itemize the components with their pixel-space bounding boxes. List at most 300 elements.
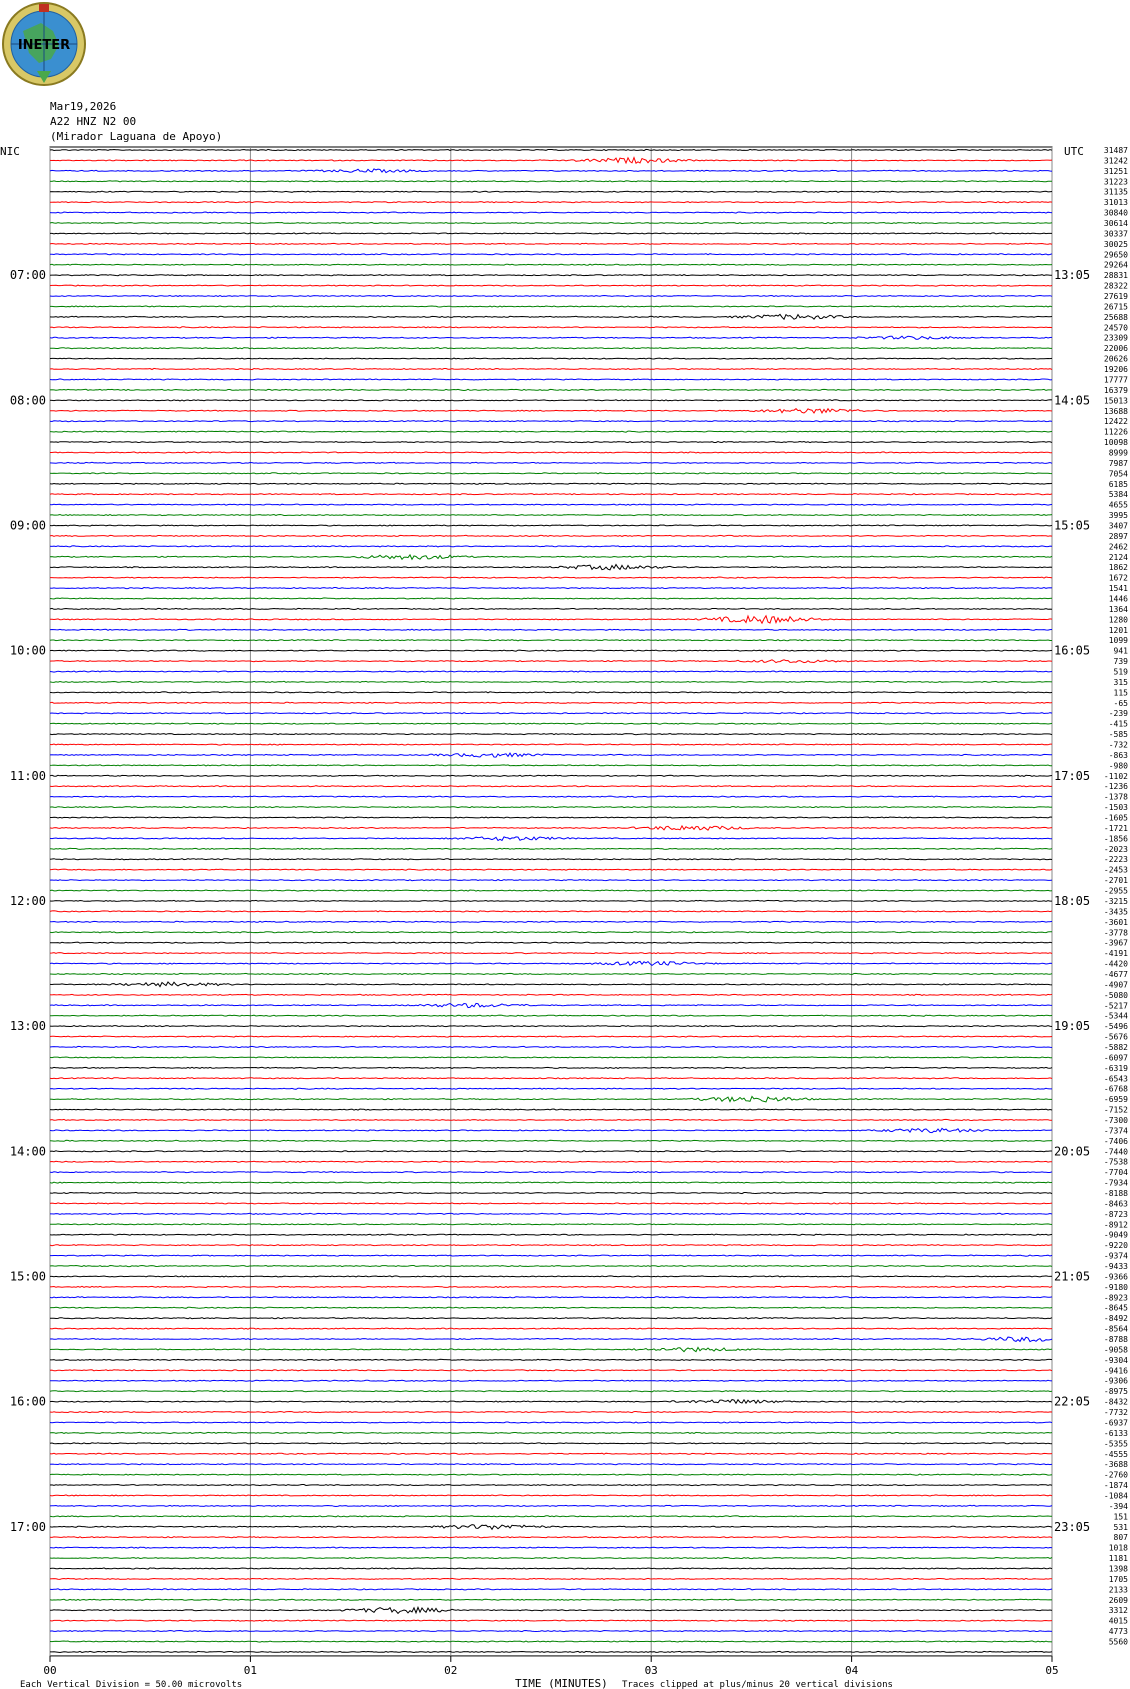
seismic-trace [50,1078,1052,1079]
seismic-trace [50,1046,1052,1047]
trace-offset-label: -5344 [1103,1011,1128,1021]
trace-offset-label: 941 [1113,646,1128,656]
seismic-trace [50,212,1052,213]
trace-offset-label: 739 [1113,657,1128,667]
seismic-trace [50,1318,1052,1319]
seismic-trace [50,1464,1052,1465]
seismic-trace [50,932,1052,933]
trace-offset-label: 19206 [1103,365,1128,375]
trace-offset-label: -9058 [1103,1345,1128,1355]
seismic-trace [50,880,1052,881]
trace-offset-label: -1856 [1103,834,1128,844]
seismic-trace [50,1422,1052,1423]
x-tick-label: 03 [644,1663,658,1677]
trace-offset-label: -9049 [1103,1230,1128,1240]
trace-offset-label: -9374 [1103,1251,1128,1261]
trace-offset-label: -1084 [1103,1491,1128,1501]
trace-offset-label: -8975 [1103,1387,1128,1397]
trace-offset-label: -3601 [1103,917,1128,927]
seismic-trace [50,243,1052,244]
seismic-trace [50,1234,1052,1235]
trace-offset-label: 31223 [1103,177,1128,187]
seismic-trace [50,1128,1052,1132]
trace-offset-label: -8788 [1103,1335,1128,1345]
seismic-trace [50,254,1052,255]
left-time-label: 12:00 [9,893,46,908]
trace-offset-label: -1236 [1103,782,1128,792]
seismic-trace [50,1641,1052,1642]
right-time-label: 16:05 [1054,643,1091,658]
trace-offset-label: -1721 [1103,823,1128,833]
trace-offset-label: 2124 [1108,552,1128,562]
right-time-label: 14:05 [1054,393,1091,408]
left-time-label: 13:00 [9,1019,46,1034]
trace-offset-label: -9220 [1103,1241,1128,1251]
seismic-trace [50,650,1052,651]
trace-offset-label: -5217 [1103,1001,1128,1011]
seismic-trace [50,890,1052,891]
trace-offset-label: 1364 [1108,604,1128,614]
trace-offset-label: 1181 [1108,1554,1128,1564]
label-group [0,145,1128,1689]
trace-offset-label: -415 [1108,719,1128,729]
seismic-trace [50,817,1052,818]
trace-offset-label: -6768 [1103,1084,1128,1094]
seismic-trace [50,616,1052,623]
seismic-trace [50,1119,1052,1120]
seismic-trace [50,379,1052,380]
seismic-trace [50,1558,1052,1559]
trace-offset-label: 1672 [1108,573,1128,583]
seismic-trace [50,1578,1052,1579]
right-time-label: 17:05 [1054,768,1091,783]
trace-offset-label: -8188 [1103,1189,1128,1198]
seismic-trace [50,588,1052,589]
trace-offset-label: 3312 [1108,1606,1128,1616]
trace-offset-label: 2609 [1108,1595,1128,1605]
seismic-trace [50,1307,1052,1308]
footer-scale-note: Each Vertical Division = 50.00 microvolts [20,1679,243,1689]
seismic-trace [50,1547,1052,1548]
seismic-trace [50,911,1052,912]
trace-offset-label: 10098 [1103,438,1128,448]
seismic-trace [50,826,1052,830]
seismic-trace [50,389,1052,390]
trace-offset-label: -9416 [1103,1366,1128,1376]
seismic-trace [50,1453,1052,1454]
seismic-trace [50,565,1052,570]
left-time-label: 09:00 [9,518,46,533]
trace-offset-label: -7406 [1103,1136,1128,1146]
seismic-trace [50,775,1052,776]
trace-offset-label: -6319 [1103,1063,1128,1073]
trace-offset-label: 28831 [1103,271,1128,281]
station-code: A22 HNZ N2 00 [50,115,137,128]
trace-offset-label: -9180 [1103,1282,1128,1292]
right-time-label: 19:05 [1054,1019,1091,1034]
x-tick-label: 01 [243,1663,258,1677]
trace-offset-label: 1541 [1108,584,1128,594]
station-location: (Mirador Laguana de Apoyo) [50,130,223,143]
trace-offset-label: -732 [1108,740,1128,750]
trace-offset-label: 1446 [1108,594,1128,604]
seismic-trace [50,734,1052,735]
trace-offset-label: 12422 [1103,417,1128,427]
seismic-trace [50,744,1052,745]
trace-offset-label: 151 [1113,1512,1128,1522]
seismic-trace [50,473,1052,474]
seismic-trace [50,1495,1052,1496]
trace-offset-label: 30025 [1103,239,1128,249]
seismic-trace [50,306,1052,307]
trace-offset-label: 29264 [1103,260,1128,270]
seismic-trace [50,994,1052,995]
trace-offset-label: 5560 [1108,1637,1128,1647]
x-axis-title: TIME (MINUTES) [515,1676,608,1689]
seismic-trace [50,348,1052,349]
seismic-trace [50,1245,1052,1246]
trace-offset-label: -4677 [1103,969,1128,979]
seismic-trace [50,671,1052,672]
trace-offset-label: 1705 [1108,1574,1128,1584]
trace-offset-label: -8564 [1103,1324,1128,1334]
seismic-trace [50,1286,1052,1287]
trace-offset-label: -7374 [1103,1126,1128,1136]
chart-date: Mar19,2026 [50,100,117,113]
seismic-trace [50,158,1052,164]
trace-offset-label: -7152 [1103,1105,1128,1115]
seismic-trace [50,546,1052,547]
trace-offset-label: -5882 [1103,1042,1128,1052]
trace-offset-label: 22006 [1103,344,1128,354]
trace-offset-label: -8492 [1103,1314,1128,1324]
trace-offset-label: -7704 [1103,1168,1128,1178]
logo-text: INETER [17,38,71,53]
trace-offset-label: -2223 [1103,855,1128,865]
trace-offset-label: 807 [1113,1533,1128,1543]
trace-offset-label: -8463 [1103,1199,1128,1209]
trace-offset-label: 30840 [1103,208,1128,218]
trace-offset-label: -5355 [1103,1439,1128,1449]
trace-offset-label: -7440 [1103,1147,1128,1157]
trace-offset-label: -4907 [1103,980,1128,990]
seismic-trace [50,1276,1052,1277]
trace-offset-label: 16379 [1103,385,1128,395]
seismic-trace [50,368,1052,369]
seismic-trace [50,1537,1052,1538]
trace-offset-label: 30337 [1103,229,1128,239]
seismic-trace [50,494,1052,495]
right-axis-label: UTC [1064,145,1084,158]
seismic-trace [50,1651,1052,1652]
seismic-trace [50,1096,1052,1102]
trace-offset-label: 1099 [1108,636,1128,646]
seismic-trace [50,640,1052,641]
seismic-trace [50,837,1052,841]
trace-offset-label: 27619 [1103,292,1128,302]
trace-offset-label: -8912 [1103,1220,1128,1230]
trace-offset-label: 23309 [1103,333,1128,343]
trace-offset-label: 28322 [1103,281,1128,291]
seismic-trace [50,692,1052,693]
seismic-trace [50,1067,1052,1068]
seismic-trace [50,961,1052,965]
trace-offset-label: 8999 [1108,448,1128,458]
seismic-trace [50,1443,1052,1444]
seismic-trace [50,285,1052,286]
seismic-trace [50,900,1052,901]
trace-offset-label: 30614 [1103,219,1128,229]
x-tick-label: 00 [43,1663,57,1677]
trace-offset-label: 7054 [1108,469,1128,479]
seismic-trace [50,202,1052,203]
seismic-trace [50,786,1052,787]
seismic-trace [50,515,1052,516]
seismic-trace [50,608,1052,609]
seismic-trace [50,1026,1052,1027]
trace-offset-label: 4655 [1108,500,1128,510]
seismic-trace [50,462,1052,463]
seismic-trace [50,1370,1052,1371]
seismic-trace [50,1516,1052,1517]
seismic-trace [50,1359,1052,1360]
seismic-trace [50,1182,1052,1183]
trace-offset-label: -1605 [1103,813,1128,823]
trace-offset-label: 6185 [1108,479,1128,489]
seismic-trace [50,1474,1052,1475]
seismic-trace [50,525,1052,526]
seismic-trace [50,336,1052,339]
seismic-trace [50,409,1052,413]
seismic-trace [50,296,1052,297]
seismic-trace [50,1631,1052,1632]
trace-offset-label: 31242 [1103,156,1128,166]
right-time-label: 23:05 [1054,1519,1091,1534]
trace-offset-label: -6543 [1103,1074,1128,1084]
seismic-trace [50,1151,1052,1152]
trace-offset-label: -6133 [1103,1428,1128,1438]
seismic-trace [50,1391,1052,1392]
trace-offset-label: -585 [1108,730,1128,740]
seismic-trace [50,1599,1052,1600]
trace-offset-label: -3215 [1103,896,1128,906]
seismic-trace [50,1337,1052,1342]
trace-group [50,149,1052,1652]
trace-offset-label: 31013 [1103,198,1128,208]
trace-offset-label: 2462 [1108,542,1128,552]
x-tick-label: 02 [444,1663,458,1677]
trace-offset-label: 15013 [1103,396,1128,406]
trace-offset-label: -3688 [1103,1460,1128,1470]
seismic-trace [50,953,1052,954]
trace-offset-label: -1503 [1103,803,1128,813]
seismic-trace [50,713,1052,714]
seismic-trace [50,681,1052,682]
seismic-trace [50,598,1052,599]
seismic-trace [50,1140,1052,1141]
seismic-trace [50,1620,1052,1621]
left-time-label: 15:00 [9,1269,46,1284]
trace-offset-label: 31135 [1103,187,1128,197]
seismic-trace [50,1380,1052,1381]
trace-offset-label: 7987 [1108,458,1128,468]
seismic-trace [50,275,1052,276]
trace-offset-label: -863 [1108,750,1128,760]
seismic-trace [50,1525,1052,1530]
trace-offset-label: -4191 [1103,949,1128,959]
seismic-trace [50,442,1052,443]
seismic-trace [50,1485,1052,1486]
seismic-trace [50,973,1052,974]
seismic-trace [50,1297,1052,1298]
trace-offset-label: -8645 [1103,1303,1128,1313]
trace-offset-label: -6097 [1103,1053,1128,1063]
trace-offset-label: 315 [1113,677,1128,687]
seismic-trace [50,921,1052,922]
trace-offset-label: 20626 [1103,354,1128,364]
seismic-trace [50,452,1052,453]
trace-offset-label: -1102 [1103,771,1128,781]
trace-offset-label: -239 [1108,709,1128,719]
right-time-label: 21:05 [1054,1269,1091,1284]
seismic-trace [50,1224,1052,1225]
x-tick-label: 04 [844,1663,859,1677]
seismic-trace [50,848,1052,849]
seismic-trace [50,504,1052,505]
seismic-trace [50,807,1052,808]
trace-offset-label: -9304 [1103,1355,1128,1365]
seismic-trace [50,942,1052,943]
trace-offset-label: 11226 [1103,427,1128,437]
seismic-trace [50,1412,1052,1413]
seismic-trace [50,535,1052,536]
trace-offset-label: 25688 [1103,312,1128,322]
trace-offset-label: -7538 [1103,1157,1128,1167]
trace-offset-label: -5080 [1103,990,1128,1000]
right-time-label: 15:05 [1054,518,1091,533]
seismic-trace [50,1255,1052,1256]
seismic-trace [50,421,1052,422]
trace-offset-label: -6959 [1103,1095,1128,1105]
seismic-trace [50,1172,1052,1173]
seismic-trace [50,1015,1052,1016]
trace-offset-label: -2760 [1103,1470,1128,1480]
x-tick-label: 05 [1045,1663,1059,1677]
right-time-label: 22:05 [1054,1394,1091,1409]
seismic-trace [50,223,1052,224]
trace-offset-label: -3967 [1103,938,1128,948]
seismic-trace [50,1088,1052,1089]
seismic-trace [50,400,1052,401]
trace-offset-label: -8723 [1103,1209,1128,1219]
seismic-trace [50,702,1052,703]
seismic-trace [50,1607,1052,1613]
trace-offset-label: -2023 [1103,844,1128,854]
trace-offset-label: -6937 [1103,1418,1128,1428]
seismic-trace [50,1432,1052,1433]
trace-offset-label: 26715 [1103,302,1128,312]
trace-offset-label: 1201 [1108,625,1128,635]
seismic-trace [50,1266,1052,1267]
seismic-trace [50,327,1052,328]
seismic-trace [50,1003,1052,1007]
seismic-trace [50,314,1052,319]
seismic-trace [50,1213,1052,1214]
seismic-trace [50,1109,1052,1110]
trace-offset-label: 1862 [1108,563,1128,573]
trace-offset-label: 1398 [1108,1564,1128,1574]
trace-offset-label: -65 [1113,698,1128,708]
trace-offset-label: 519 [1113,667,1128,677]
trace-offset-label: 13688 [1103,406,1128,416]
trace-offset-label: 5384 [1108,490,1128,500]
left-time-label: 16:00 [9,1394,46,1409]
seismic-trace [50,796,1052,797]
seismic-trace [50,1328,1052,1329]
trace-offset-label: -8432 [1103,1397,1128,1407]
seismic-trace [50,555,1052,559]
trace-offset-label: -5676 [1103,1032,1128,1042]
seismic-trace [50,1057,1052,1058]
trace-offset-label: 1280 [1108,615,1128,625]
seismic-trace [50,982,1052,987]
trace-offset-label: 4015 [1108,1616,1128,1626]
seismic-trace [50,1568,1052,1569]
seismic-trace [50,264,1052,265]
left-time-label: 11:00 [9,768,46,783]
seismic-trace [50,191,1052,192]
trace-offset-label: -9366 [1103,1272,1128,1282]
trace-offset-label: -1874 [1103,1481,1128,1491]
trace-offset-label: -4420 [1103,959,1128,969]
trace-offset-label: -8923 [1103,1293,1128,1303]
seismic-trace [50,233,1052,234]
trace-offset-label: 17777 [1103,375,1128,385]
trace-offset-label: 31487 [1103,146,1128,155]
trace-offset-label: -2955 [1103,886,1128,896]
seismic-trace [50,1505,1052,1506]
trace-offset-label: -980 [1108,761,1128,771]
seismic-trace [50,1192,1052,1193]
trace-offset-label: 31251 [1103,166,1128,176]
trace-offset-label: -7300 [1103,1115,1128,1125]
trace-offset-label: -1378 [1103,792,1128,802]
seismic-trace [50,723,1052,724]
footer-clip-note: Traces clipped at plus/minus 20 vertical divisions [622,1679,893,1689]
seismic-trace [50,483,1052,484]
trace-offset-label: 29650 [1103,250,1128,260]
left-time-label: 17:00 [9,1519,46,1534]
seismic-trace [50,765,1052,766]
trace-offset-label: -9306 [1103,1376,1128,1386]
trace-offset-label: 531 [1113,1522,1128,1532]
trace-offset-label: 3407 [1108,521,1128,531]
seismic-trace [50,1347,1052,1351]
right-time-label: 13:05 [1054,268,1091,283]
trace-offset-label: -4555 [1103,1449,1128,1459]
seismic-trace [50,358,1052,359]
right-time-label: 20:05 [1054,1144,1091,1159]
seismic-trace [50,1203,1052,1204]
trace-offset-label: 1018 [1108,1543,1128,1553]
seismic-trace [50,660,1052,663]
trace-offset-label: 4773 [1108,1627,1128,1637]
seismic-trace [50,181,1052,182]
trace-offset-label: -7732 [1103,1408,1128,1418]
trace-offset-label: -2453 [1103,865,1128,875]
trace-offset-label: -5496 [1103,1022,1128,1032]
seismic-trace [50,169,1052,173]
